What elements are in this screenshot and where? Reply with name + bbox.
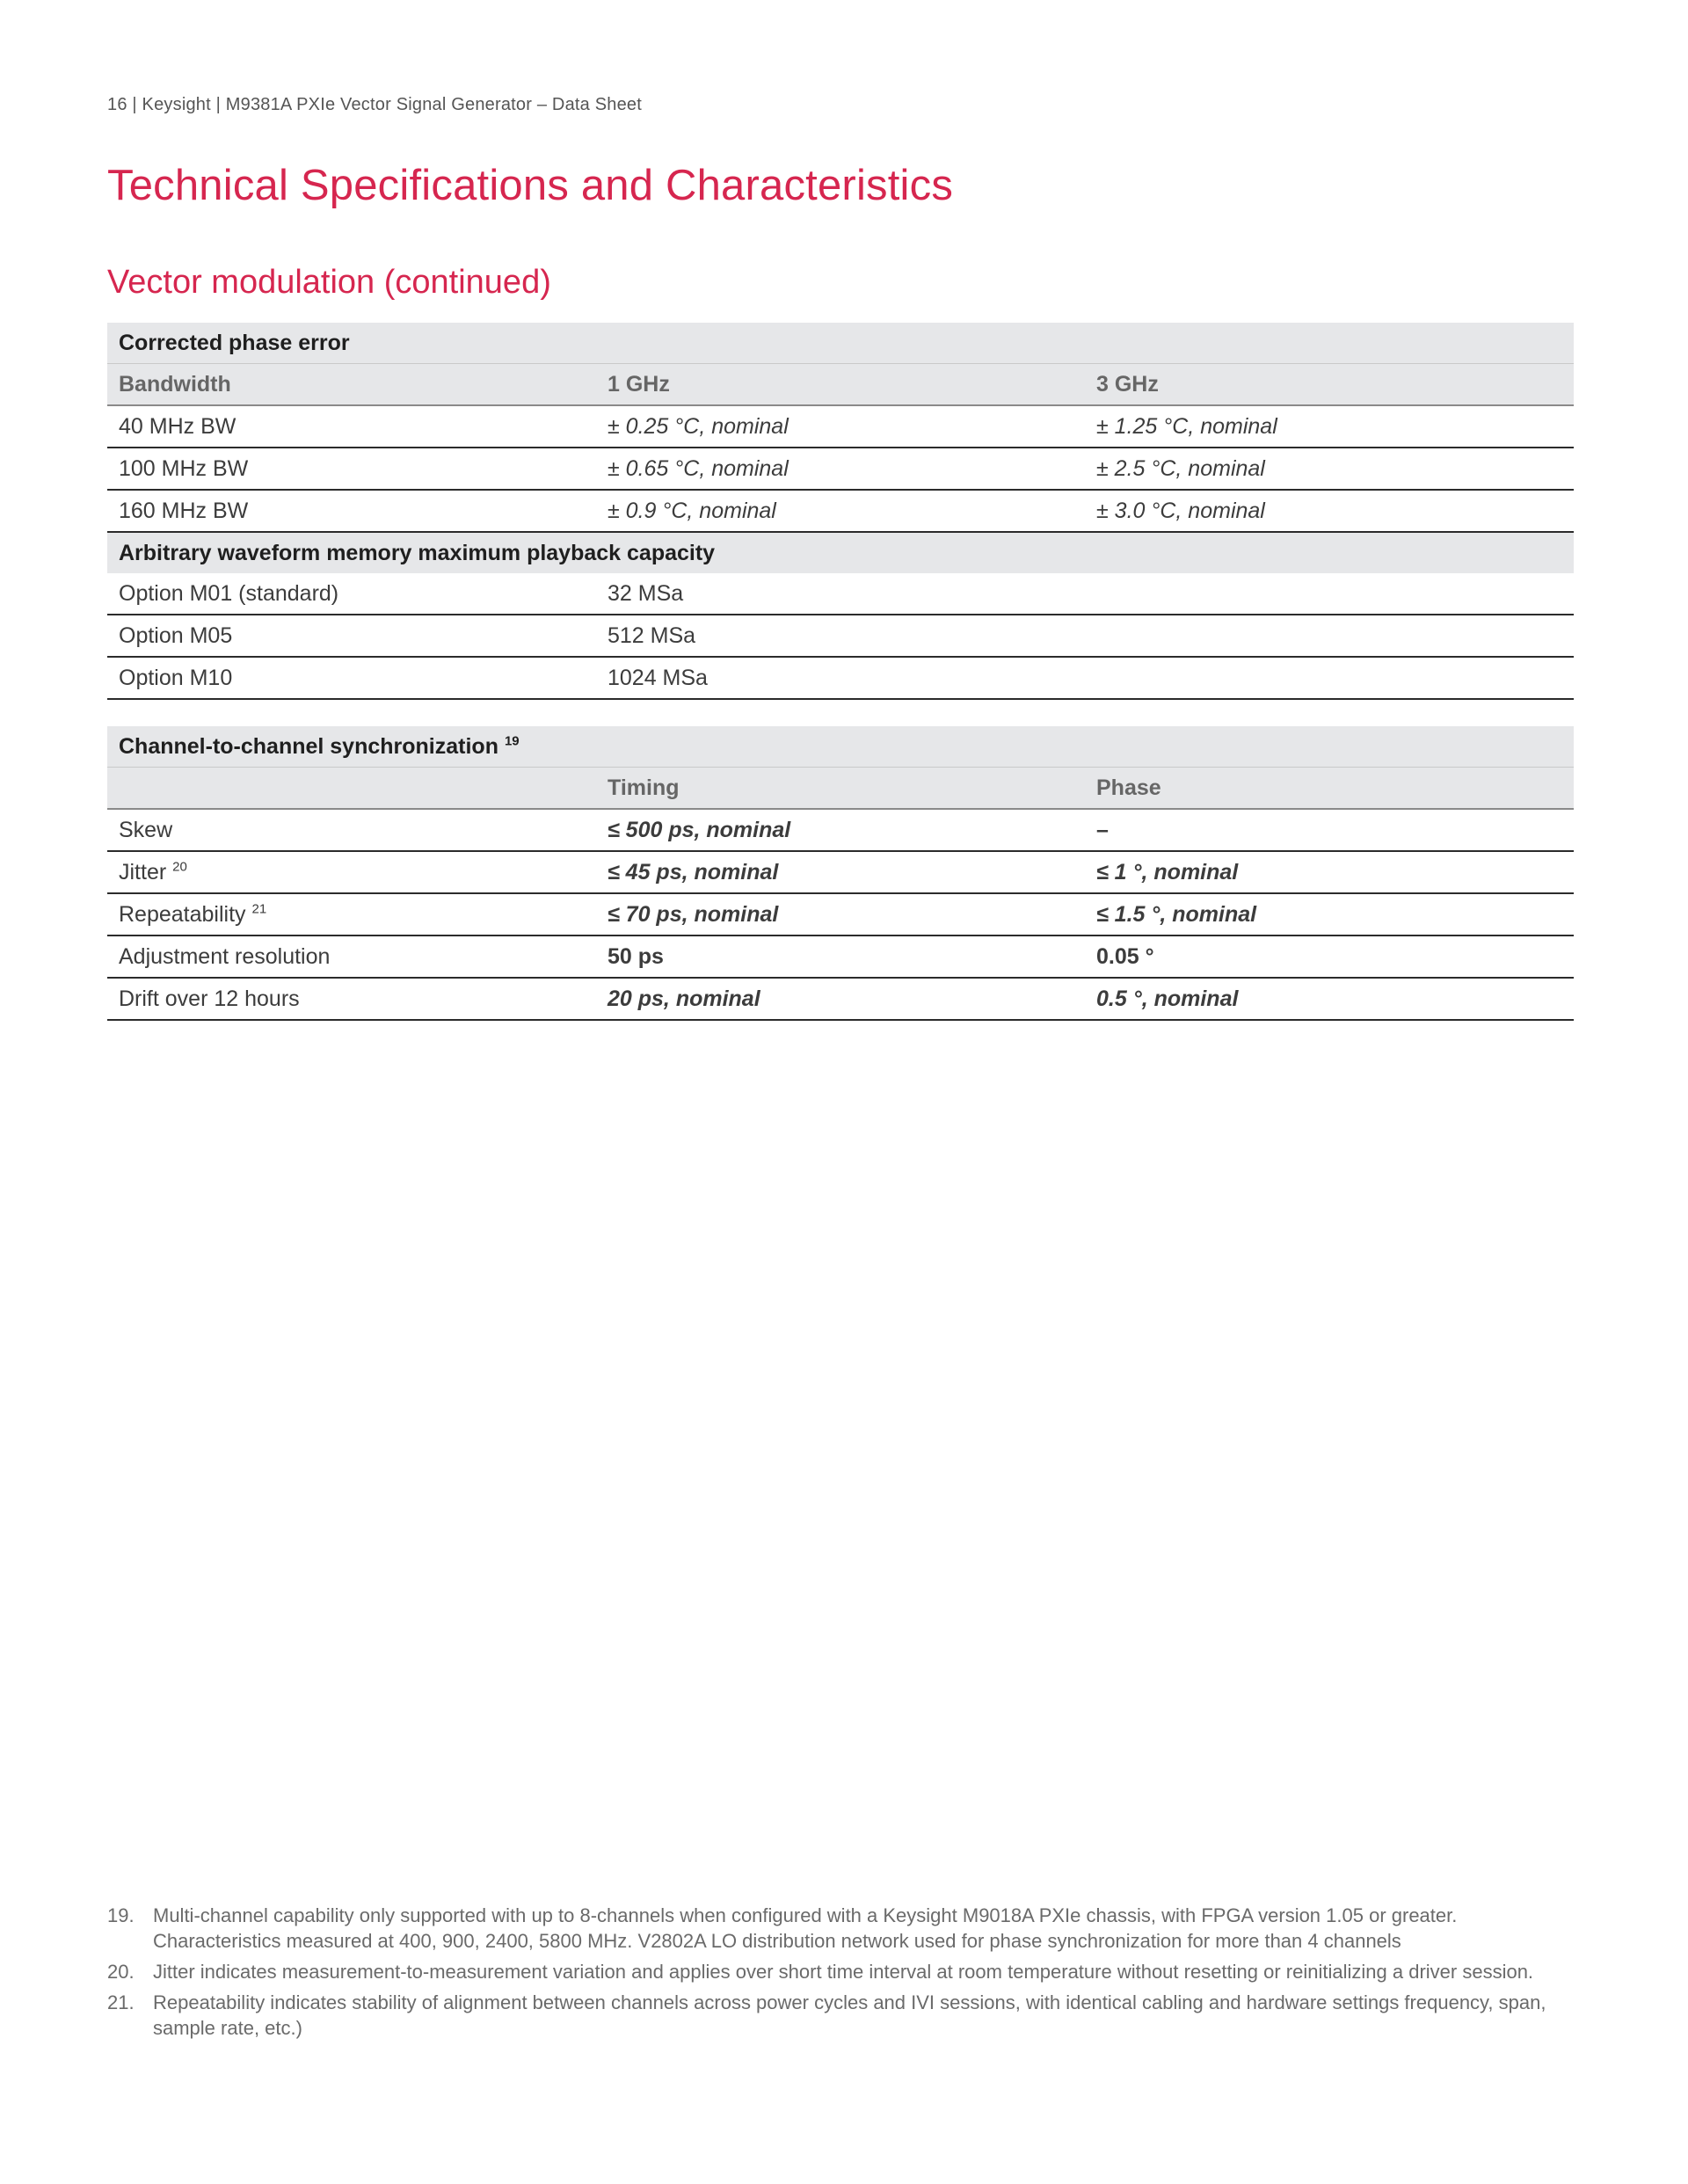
row-label-text: Skew xyxy=(119,817,173,842)
table-cell: ≤ 70 ps, nominal xyxy=(596,893,1085,935)
column-header xyxy=(107,768,596,810)
group-title-sync xyxy=(107,726,1574,768)
table-cell xyxy=(1085,657,1574,699)
row-label: 100 MHz BW xyxy=(107,448,596,490)
table-row xyxy=(107,851,1574,893)
column-header: Bandwidth xyxy=(107,364,596,406)
table-cell: ± 0.25 °C, nominal xyxy=(596,405,1085,448)
footnote-text: Repeatability indicates stability of alignment between channels across power cycles and IVI sessions, with identical cabling and hardware settings frequency, span, sample rate, etc.) xyxy=(153,1991,1546,2039)
row-label-text: Repeatability xyxy=(119,901,246,927)
table-group-header xyxy=(107,726,1574,768)
table-row xyxy=(107,490,1574,532)
column-header: 1 GHz xyxy=(596,364,1085,406)
table-cell: 512 MSa xyxy=(596,615,1085,657)
table-cell: 1024 MSa xyxy=(596,657,1085,699)
footnote-text: Jitter indicates measurement-to-measurement variation and applies over short time interval at room temperature without resetting or reinitializing a driver session. xyxy=(153,1961,1534,1983)
table-cell: ± 2.5 °C, nominal xyxy=(1085,448,1574,490)
table-cell xyxy=(1085,573,1574,615)
footnote-20 xyxy=(107,1959,1584,1984)
row-label-text: Drift over 12 hours xyxy=(119,986,300,1011)
row-label: Option M10 xyxy=(107,657,596,699)
table-cell: ± 3.0 °C, nominal xyxy=(1085,490,1574,532)
row-label xyxy=(107,893,596,935)
table-cell: ± 0.9 °C, nominal xyxy=(596,490,1085,532)
group-title-memory: Arbitrary waveform memory maximum playback capacity xyxy=(107,532,1574,573)
table-cell: ± 1.25 °C, nominal xyxy=(1085,405,1574,448)
table-row xyxy=(107,893,1574,935)
table-row xyxy=(107,573,1574,615)
table-group-header xyxy=(107,323,1574,364)
table-cell: 50 ps xyxy=(596,935,1085,978)
footnote-text: Multi-channel capability only supported with up to 8-channels when configured with a Keysight M9018A PXIe chassis, with FPGA version 1.05 or greater. Characteristics measured at 400, 900, 2400, 5800 MHz. V2802A LO distribution network used for phase synchronization for more than 4 channels xyxy=(153,1904,1458,1952)
table-row xyxy=(107,978,1574,1020)
table-cell: ≤ 1 °, nominal xyxy=(1085,851,1574,893)
table-column-header xyxy=(107,364,1574,406)
row-label-text: Jitter xyxy=(119,859,167,885)
column-header: Timing xyxy=(596,768,1085,810)
footnote-ref: 21 xyxy=(251,901,267,917)
table-row xyxy=(107,935,1574,978)
column-header: 3 GHz xyxy=(1085,364,1574,406)
row-label-text: Adjustment resolution xyxy=(119,943,331,969)
page-header: 16 | Keysight | M9381A PXIe Vector Signal Generator – Data Sheet xyxy=(107,95,642,114)
table-cell: 0.05 ° xyxy=(1085,935,1574,978)
row-label: Option M05 xyxy=(107,615,596,657)
table-cell: ≤ 45 ps, nominal xyxy=(596,851,1085,893)
table-column-header xyxy=(107,768,1574,810)
footnote-ref: 19 xyxy=(504,733,520,749)
section-title: Vector modulation (continued) xyxy=(107,264,551,301)
table-cell: 20 ps, nominal xyxy=(596,978,1085,1020)
row-label: Option M01 (standard) xyxy=(107,573,596,615)
row-label xyxy=(107,978,596,1020)
table-row xyxy=(107,448,1574,490)
table-group-header xyxy=(107,532,1574,573)
table-cell: 0.5 °, nominal xyxy=(1085,978,1574,1020)
table-cell xyxy=(1085,615,1574,657)
table-row xyxy=(107,405,1574,448)
table-cell: 32 MSa xyxy=(596,573,1085,615)
row-label xyxy=(107,935,596,978)
footnote-number: 19. xyxy=(107,1904,135,1926)
table-row xyxy=(107,657,1574,699)
group-title-text: Channel-to-channel synchronization xyxy=(119,733,498,759)
footnote-number: 21. xyxy=(107,1991,135,2013)
row-label xyxy=(107,809,596,851)
group-title-phase-error: Corrected phase error xyxy=(107,323,1574,364)
sync-table xyxy=(107,726,1574,1021)
row-label xyxy=(107,851,596,893)
phase-error-table xyxy=(107,323,1574,700)
row-label: 160 MHz BW xyxy=(107,490,596,532)
footnote-number: 20. xyxy=(107,1961,135,1983)
column-header: Phase xyxy=(1085,768,1574,810)
footnote-21 xyxy=(107,1990,1584,2041)
table-cell: – xyxy=(1085,809,1574,851)
table-cell: ≤ 500 ps, nominal xyxy=(596,809,1085,851)
footnotes xyxy=(107,1903,1584,2046)
table-cell: ± 0.65 °C, nominal xyxy=(596,448,1085,490)
table-row xyxy=(107,809,1574,851)
row-label: 40 MHz BW xyxy=(107,405,596,448)
footnote-19 xyxy=(107,1903,1584,1954)
table-cell: ≤ 1.5 °, nominal xyxy=(1085,893,1574,935)
table-row xyxy=(107,615,1574,657)
footnote-ref: 20 xyxy=(172,859,187,875)
page-title: Technical Specifications and Characteristics xyxy=(107,162,954,209)
